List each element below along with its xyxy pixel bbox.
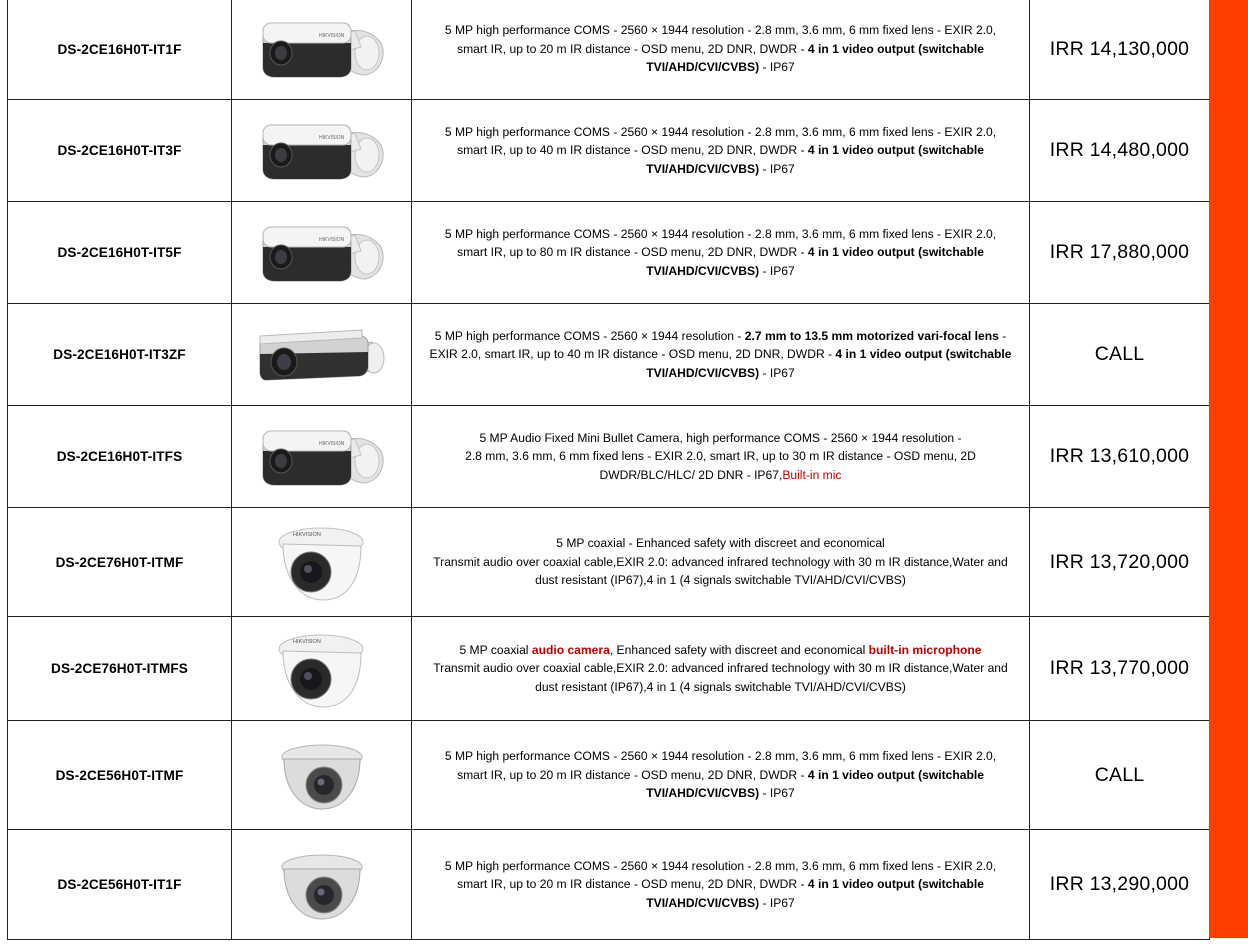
description-text: 5 MP coaxial xyxy=(459,642,532,657)
table-row xyxy=(8,0,1210,100)
description-line xyxy=(412,364,1029,383)
description-highlight: 4 in 1 video output (switchable xyxy=(807,767,984,782)
description-line: 5 MP high performance COMS - 2560 × 1944 resolution - 2.8 mm, 3.6 mm, 6 mm fixed lens - EXIR 2.0, xyxy=(444,124,997,139)
description-highlight: TVI/AHD/CVI/CVBS) xyxy=(646,161,760,176)
description-cell xyxy=(412,0,1030,100)
description-line xyxy=(412,58,1029,77)
price-cell: IRR 17,880,000 xyxy=(1030,202,1210,304)
description-highlight: 4 in 1 video output (switchable xyxy=(835,347,1012,362)
description-text: - IP67 xyxy=(759,365,795,380)
model-cell: DS-2CE76H0T-ITMF xyxy=(8,508,232,617)
bullet-camera-icon xyxy=(259,119,385,183)
description-line xyxy=(412,345,1029,364)
description-line xyxy=(412,766,1029,785)
description-line: 5 MP high performance COMS - 2560 × 1944 resolution - 2.8 mm, 3.6 mm, 6 mm fixed lens - EXIR 2.0, xyxy=(444,23,997,38)
description-line: 5 MP high performance COMS - 2560 × 1944 resolution - 2.8 mm, 3.6 mm, 6 mm fixed lens - EXIR 2.0, xyxy=(444,226,997,241)
description-cell xyxy=(412,406,1030,508)
model-cell: DS-2CE16H0T-IT1F xyxy=(8,0,232,100)
description-line xyxy=(412,894,1029,913)
accent-side-bar xyxy=(1209,0,1248,938)
description-cell xyxy=(412,508,1030,617)
product-image-cell xyxy=(232,721,412,830)
description-highlight: 4 in 1 video output (switchable xyxy=(807,877,984,892)
varifocal-bullet-camera-icon xyxy=(258,326,386,384)
description-line: 5 MP coaxial - Enhanced safety with discreet and economical xyxy=(556,536,885,551)
price-cell: IRR 13,290,000 xyxy=(1030,830,1210,940)
description-line: 2.8 mm, 3.6 mm, 6 mm fixed lens - EXIR 2.0, smart IR, up to 30 m IR distance - OSD menu, 2D xyxy=(465,449,976,464)
description-highlight: TVI/AHD/CVI/CVBS) xyxy=(646,786,760,801)
description-line xyxy=(412,784,1029,803)
price-cell: IRR 13,720,000 xyxy=(1030,508,1210,617)
description-line xyxy=(412,243,1029,262)
description-line xyxy=(412,466,1029,485)
product-image-cell xyxy=(232,406,412,508)
description-line: dust resistant (IP67),4 in 1 (4 signals switchable TVI/AHD/CVI/CVBS) xyxy=(535,573,906,588)
description-text: - IP67 xyxy=(759,60,795,75)
table-row xyxy=(8,617,1210,721)
description-highlight: TVI/AHD/CVI/CVBS) xyxy=(646,263,760,278)
description-line xyxy=(412,40,1029,59)
description-highlight: TVI/AHD/CVI/CVBS) xyxy=(646,60,760,75)
model-cell: DS-2CE16H0T-IT3ZF xyxy=(8,304,232,406)
description-highlight: 4 in 1 video output (switchable xyxy=(807,245,984,260)
description-text: - IP67 xyxy=(759,263,795,278)
price-table xyxy=(7,0,1210,940)
description-cell xyxy=(412,830,1030,940)
description-line xyxy=(412,875,1029,894)
description-cell xyxy=(412,100,1030,202)
description-cell xyxy=(412,721,1030,830)
description-text: 5 MP high performance COMS - 2560 × 1944 resolution - xyxy=(434,328,745,343)
product-image-cell xyxy=(232,304,412,406)
product-image-cell xyxy=(232,100,412,202)
description-line xyxy=(412,141,1029,160)
description-text: smart IR, up to 40 m IR distance - OSD menu, 2D DNR, DWDR - xyxy=(457,143,808,158)
table-row xyxy=(8,830,1210,940)
price-cell: IRR 14,130,000 xyxy=(1030,0,1210,100)
price-cell: IRR 13,610,000 xyxy=(1030,406,1210,508)
description-line xyxy=(412,327,1029,346)
product-image-cell xyxy=(232,202,412,304)
price-cell: CALL xyxy=(1030,304,1210,406)
model-cell: DS-2CE56H0T-ITMF xyxy=(8,721,232,830)
table-row xyxy=(8,508,1210,617)
model-cell: DS-2CE16H0T-IT5F xyxy=(8,202,232,304)
description-line: 5 MP high performance COMS - 2560 × 1944 resolution - 2.8 mm, 3.6 mm, 6 mm fixed lens - EXIR 2.0, xyxy=(444,858,997,873)
model-cell: DS-2CE76H0T-ITMFS xyxy=(8,617,232,721)
product-image-cell xyxy=(232,830,412,940)
bullet-camera-icon xyxy=(259,221,385,285)
product-image-cell xyxy=(232,617,412,721)
bullet-camera-icon xyxy=(259,17,385,81)
model-cell: DS-2CE56H0T-IT1F xyxy=(8,830,232,940)
description-line: 5 MP Audio Fixed Mini Bullet Camera, high performance COMS - 2560 × 1944 resolution - xyxy=(479,430,962,445)
description-line xyxy=(412,160,1029,179)
description-cell xyxy=(412,617,1030,721)
description-line xyxy=(412,641,1029,660)
dome-camera-icon xyxy=(278,737,366,813)
description-text: smart IR, up to 20 m IR distance - OSD menu, 2D DNR, DWDR - xyxy=(457,41,808,56)
table-row xyxy=(8,406,1210,508)
price-cell: IRR 13,770,000 xyxy=(1030,617,1210,721)
description-text: smart IR, up to 80 m IR distance - OSD menu, 2D DNR, DWDR - xyxy=(457,245,808,260)
price-cell: CALL xyxy=(1030,721,1210,830)
price-cell: IRR 14,480,000 xyxy=(1030,100,1210,202)
description-text: EXIR 2.0, smart IR, up to 40 m IR distance - OSD menu, 2D DNR, DWDR - xyxy=(429,347,836,362)
model-cell: DS-2CE16H0T-IT3F xyxy=(8,100,232,202)
product-image-cell xyxy=(232,508,412,617)
bullet-camera-icon xyxy=(259,425,385,489)
dome-camera-icon xyxy=(278,847,366,923)
description-text: , Enhanced safety with discreet and economical xyxy=(609,642,869,657)
description-text: - xyxy=(998,328,1007,343)
description-text: - IP67 xyxy=(759,895,795,910)
description-highlight: TVI/AHD/CVI/CVBS) xyxy=(646,895,760,910)
description-cell xyxy=(412,202,1030,304)
description-red-highlight: audio camera xyxy=(531,642,610,657)
model-cell: DS-2CE16H0T-ITFS xyxy=(8,406,232,508)
description-text: DWDR/BLC/HLC/ 2D DNR - IP67, xyxy=(599,467,783,482)
table-row xyxy=(8,100,1210,202)
description-line: Transmit audio over coaxial cable,EXIR 2.0: advanced infrared technology with 30 m IR distance,Water and xyxy=(433,554,1008,569)
description-highlight: 4 in 1 video output (switchable xyxy=(807,41,984,56)
description-red-highlight: Built-in mic xyxy=(782,467,842,482)
description-highlight: 4 in 1 video output (switchable xyxy=(807,143,984,158)
description-red-highlight: built-in microphone xyxy=(868,642,982,657)
turret-camera-icon xyxy=(277,520,367,604)
description-text: - IP67 xyxy=(759,786,795,801)
description-line: 5 MP high performance COMS - 2560 × 1944 resolution - 2.8 mm, 3.6 mm, 6 mm fixed lens - EXIR 2.0, xyxy=(444,749,997,764)
product-image-cell xyxy=(232,0,412,100)
description-line xyxy=(412,262,1029,281)
description-highlight: 2.7 mm to 13.5 mm motorized vari-focal lens xyxy=(744,328,999,343)
turret-camera-icon xyxy=(277,627,367,711)
description-cell xyxy=(412,304,1030,406)
description-text: smart IR, up to 20 m IR distance - OSD menu, 2D DNR, DWDR - xyxy=(457,767,808,782)
description-text: - IP67 xyxy=(759,161,795,176)
table-row xyxy=(8,304,1210,406)
description-highlight: TVI/AHD/CVI/CVBS) xyxy=(646,365,760,380)
description-line: Transmit audio over coaxial cable,EXIR 2.0: advanced infrared technology with 30 m IR distance,Water and xyxy=(433,661,1008,676)
description-text: smart IR, up to 20 m IR distance - OSD menu, 2D DNR, DWDR - xyxy=(457,877,808,892)
table-row xyxy=(8,202,1210,304)
table-row xyxy=(8,721,1210,830)
description-line: dust resistant (IP67),4 in 1 (4 signals switchable TVI/AHD/CVI/CVBS) xyxy=(535,679,906,694)
